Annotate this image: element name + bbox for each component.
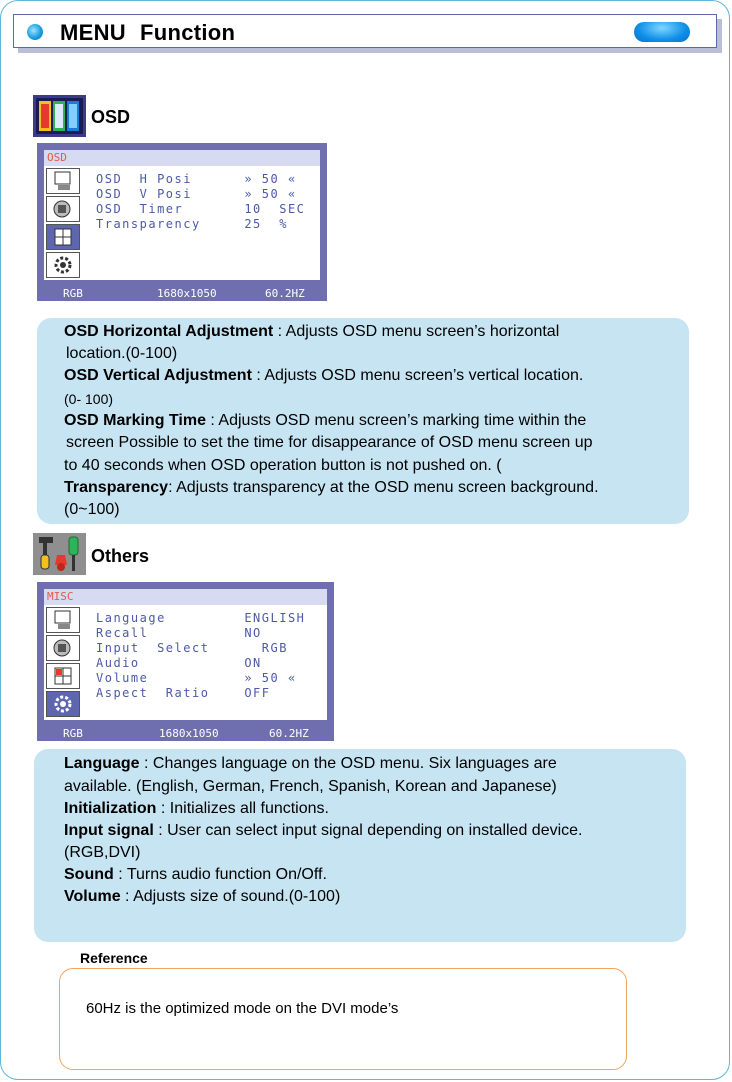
misc-status-bar bbox=[37, 727, 334, 741]
gear-icon bbox=[46, 691, 80, 717]
misc-row-recall: Recall NO bbox=[96, 626, 262, 640]
osd-desc-line: OSD Vertical Adjustment : Adjusts OSD menu screen’s vertical location. bbox=[64, 367, 584, 384]
gear-icon bbox=[46, 252, 80, 278]
misc-row-audio: Audio ON bbox=[96, 656, 262, 670]
reference-box bbox=[59, 968, 627, 1070]
misc-screen bbox=[37, 582, 334, 741]
header-bullet-icon bbox=[27, 24, 43, 40]
osd-description-box bbox=[37, 318, 689, 524]
others-section-title: Others bbox=[91, 546, 150, 566]
reference-text: 60Hz is the optimized mode on the DVI mode’s bbox=[86, 1000, 399, 1017]
misc-icon-column bbox=[44, 605, 84, 736]
osd-row-transparency: Transparency 25 % bbox=[96, 217, 288, 231]
osd-row-timer: OSD Timer 10 SEC bbox=[96, 202, 306, 216]
misc-row-aspect-ratio: Aspect Ratio OFF bbox=[96, 686, 271, 700]
osd-desc-line: OSD Marking Time : Adjusts OSD menu screen’s marking time within the bbox=[64, 412, 587, 429]
osd-screen bbox=[37, 143, 327, 301]
osd-desc-line: to 40 seconds when OSD operation button is not pushed on. ( bbox=[64, 457, 502, 474]
title-menu: MENU bbox=[60, 20, 126, 45]
misc-status-mode: RGB bbox=[63, 727, 83, 740]
osd-desc-line: screen Possible to set the time for disappearance of OSD menu screen up bbox=[66, 434, 593, 451]
title-function: Function bbox=[139, 20, 236, 45]
monitor-icon bbox=[46, 607, 80, 633]
osd-status-bar bbox=[37, 287, 327, 301]
osd-panel-title: OSD bbox=[44, 150, 320, 166]
reference-label: Reference bbox=[72, 950, 156, 966]
osd-row-v-posi: OSD V Posi » 50 « bbox=[96, 187, 297, 201]
osd-status-resolution: 1680x1050 bbox=[157, 287, 217, 300]
color-settings-icon bbox=[46, 635, 80, 661]
osd-status-refresh: 60.2HZ bbox=[265, 287, 305, 300]
others-desc-line: available. (English, German, French, Spanish, Korean and Japanese) bbox=[64, 778, 557, 795]
misc-row-language: Language ENGLISH bbox=[96, 611, 306, 625]
page-title bbox=[60, 20, 235, 46]
osd-desc-line: (0~100) bbox=[64, 501, 120, 518]
others-desc-line: Volume : Adjusts size of sound.(0-100) bbox=[64, 888, 341, 905]
osd-section-title: OSD bbox=[91, 107, 131, 127]
osd-desc-line: Transparency: Adjusts transparency at the OSD menu screen background. bbox=[64, 479, 599, 496]
misc-row-volume: Volume » 50 « bbox=[96, 671, 297, 685]
color-settings-icon bbox=[46, 196, 80, 222]
osd-desc-line: location.(0-100) bbox=[66, 345, 178, 362]
monitor-icon bbox=[46, 168, 80, 194]
page-header bbox=[13, 14, 717, 48]
osd-section-icon bbox=[33, 95, 86, 142]
osd-desc-line: (0- 100) bbox=[64, 391, 114, 407]
others-section-icon bbox=[33, 533, 86, 580]
osd-icon-column bbox=[44, 166, 84, 296]
others-desc-line: (RGB,DVI) bbox=[64, 844, 141, 861]
misc-status-refresh: 60.2HZ bbox=[269, 727, 309, 740]
misc-panel bbox=[44, 589, 327, 720]
others-desc-line: Initialization : Initializes all functions. bbox=[64, 800, 329, 817]
misc-row-input-select: Input Select RGB bbox=[96, 641, 288, 655]
misc-status-resolution: 1680x1050 bbox=[159, 727, 219, 740]
osd-grid-icon bbox=[46, 663, 80, 689]
osd-status-mode: RGB bbox=[63, 287, 83, 300]
others-desc-line: Input signal : User can select input signal depending on installed device. bbox=[64, 822, 583, 839]
osd-grid-icon bbox=[46, 224, 80, 250]
others-description-box bbox=[34, 749, 686, 942]
misc-panel-title: MISC bbox=[44, 589, 327, 605]
osd-desc-line: OSD Horizontal Adjustment : Adjusts OSD menu screen’s horizontal bbox=[64, 323, 560, 340]
others-desc-line: Language : Changes language on the OSD menu. Six languages are bbox=[64, 755, 557, 772]
header-pill-badge bbox=[634, 22, 690, 42]
osd-row-h-posi: OSD H Posi » 50 « bbox=[96, 172, 297, 186]
others-desc-line: Sound : Turns audio function On/Off. bbox=[64, 866, 327, 883]
osd-panel bbox=[44, 150, 320, 280]
